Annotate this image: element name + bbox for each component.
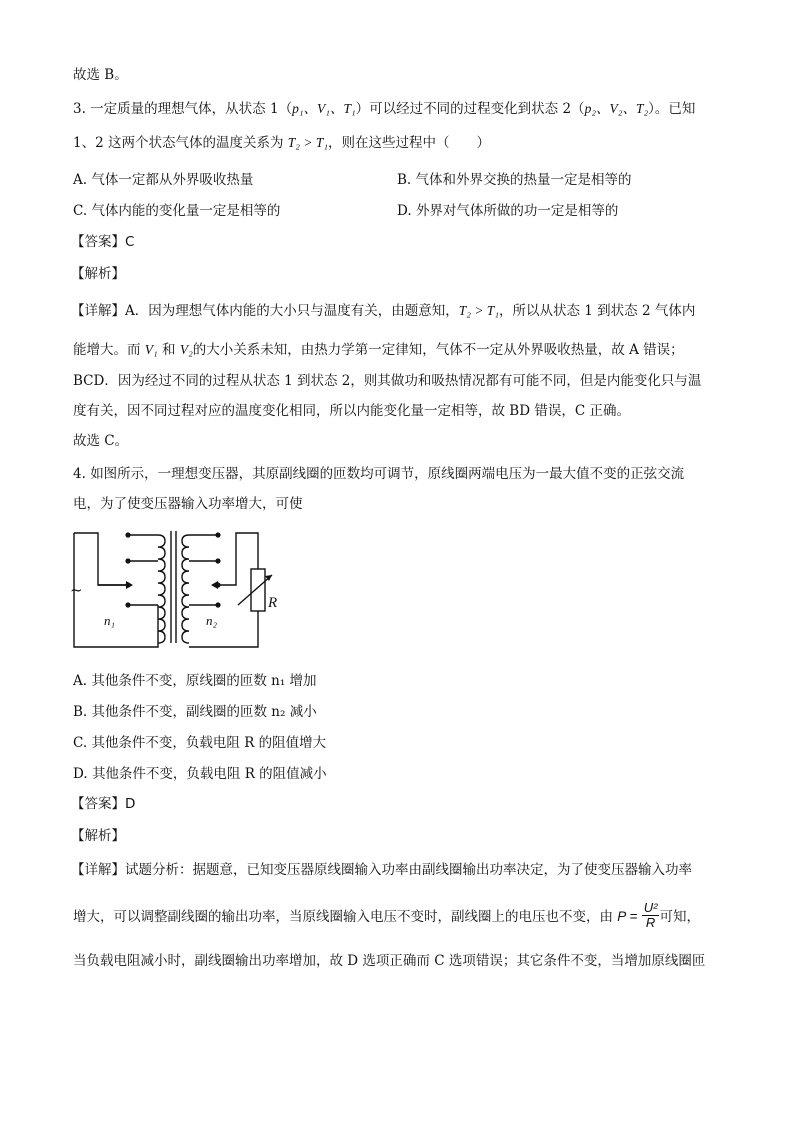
option-label: B. bbox=[397, 172, 412, 188]
transformer-circuit-diagram bbox=[68, 525, 288, 655]
q3-analysis-heading: 【解析】 bbox=[71, 266, 125, 282]
n1-label: n₁ bbox=[104, 613, 116, 628]
option-text: 外界对气体所做的功一定是相等的 bbox=[415, 203, 619, 219]
detail-tag: 【详解】 bbox=[71, 303, 125, 319]
answer-tag: 【答案】 bbox=[71, 796, 125, 812]
secondary-coil bbox=[182, 535, 189, 643]
resistor-arrow bbox=[238, 575, 272, 605]
q3-stem-part: ，则在这些过程中（ ） bbox=[328, 135, 491, 151]
secondary-arrowhead bbox=[211, 581, 218, 589]
option-text: 气体和外界交换的热量一定是相等的 bbox=[415, 172, 632, 188]
q4-number: 4. bbox=[73, 466, 86, 482]
q3-stem-part: ）可以经过不同的过程变化到状态 2（ bbox=[355, 101, 585, 117]
option-label: C. bbox=[73, 203, 88, 219]
q3-state2-vars: p₂、V₂、T₂ bbox=[584, 101, 649, 116]
secondary-wire-top bbox=[218, 533, 258, 585]
detail-text: A．因为理想气体内能的大小只与温度有关，由题意知， bbox=[125, 303, 459, 319]
q4-option-b bbox=[73, 703, 317, 721]
primary-wire-top bbox=[74, 533, 126, 585]
q3-stem-part: 1、2 这两个状态气体的温度关系为 bbox=[73, 135, 288, 151]
detail-var: V₂ bbox=[179, 342, 193, 357]
option-text: 其他条件不变，副线圈的匝数 n₂ 减小 bbox=[91, 704, 317, 720]
primary-coil bbox=[158, 535, 165, 643]
power-formula-fraction bbox=[642, 901, 660, 930]
prev-conclusion: 故选 B。 bbox=[73, 67, 128, 83]
q3-detail-line3: BCD．因为经过不同的过程从状态 1 到状态 2，则其做功和吸热情况都有可能不同，但是内能变化只与温 bbox=[73, 373, 702, 389]
formula-denominator: R bbox=[645, 915, 656, 930]
option-text: 气体内能的变化量一定是相等的 bbox=[91, 203, 281, 219]
option-label: B. bbox=[73, 704, 88, 720]
q3-stem-line1 bbox=[73, 100, 695, 118]
detail-var: V₁ bbox=[144, 342, 158, 357]
r-label: R bbox=[268, 595, 278, 611]
q3-detail-line1 bbox=[71, 302, 695, 320]
q4-detail-line2 bbox=[73, 900, 700, 932]
option-label: C. bbox=[73, 735, 88, 751]
q3-detail-line4: 度有关，因不同过程对应的温度变化相同，所以内能变化量一定相等，故 BD 错误，C 正确。 bbox=[73, 403, 630, 419]
q3-answer bbox=[71, 233, 134, 251]
q4-option-c bbox=[73, 734, 326, 752]
option-label: D. bbox=[73, 766, 88, 782]
q3-detail-line2 bbox=[73, 341, 684, 359]
q3-option-b bbox=[397, 171, 632, 189]
resistor-body bbox=[251, 569, 265, 611]
q4-stem-line2: 电，为了使变压器输入功率增大，可使 bbox=[73, 496, 303, 512]
detail-relation: T₂ > T₁ bbox=[458, 303, 500, 318]
q3-state1-vars: p₁、V₁、T₁ bbox=[292, 101, 356, 116]
q4-analysis-heading: 【解析】 bbox=[71, 828, 125, 844]
q3-conclusion: 故选 C。 bbox=[73, 433, 129, 449]
detail-tag: 【详解】 bbox=[71, 862, 125, 878]
q3-number: 3. bbox=[73, 101, 86, 117]
q4-answer bbox=[71, 795, 135, 813]
option-text: 其他条件不变，原线圈的匝数 n₁ 增加 bbox=[91, 673, 317, 689]
power-formula-lhs: P = bbox=[617, 909, 638, 924]
answer-value: D bbox=[125, 796, 136, 812]
ac-source-symbol: ~ bbox=[70, 581, 83, 599]
detail-text: 增大，可以调整副线圈的输出功率，当原线圈输入电压不变时，副线圈上的电压也不变，由 bbox=[73, 909, 618, 925]
option-label: A. bbox=[73, 673, 88, 689]
detail-text: 可知， bbox=[659, 909, 700, 925]
q3-option-a bbox=[73, 171, 253, 189]
option-text: 气体一定都从外界吸收热量 bbox=[91, 172, 254, 188]
primary-arrowhead bbox=[126, 581, 133, 589]
detail-text: 试题分析：据题意，已知变压器原线圈输入功率由副线圈输出功率决定，为了使变压器输入功率 bbox=[125, 862, 692, 878]
n2-label: n₂ bbox=[206, 613, 218, 628]
q4-option-a bbox=[73, 672, 317, 690]
q4-detail-line3: 当负载电阻减小时，副线圈输出功率增加，故 D 选项正确而 C 选项错误；其它条件不变，当增加原线圈匝 bbox=[73, 953, 706, 969]
option-text: 其他条件不变，负载电阻 R 的阻值增大 bbox=[91, 735, 327, 751]
q4-stem-text: 如图所示，一理想变压器，其原副线圈的匝数均可调节，原线圈两端电压为一最大值不变的正弦交流 bbox=[90, 466, 685, 482]
answer-tag: 【答案】 bbox=[71, 234, 125, 250]
q4-stem-line1 bbox=[73, 465, 684, 483]
q3-option-d bbox=[397, 202, 618, 220]
secondary-wire-bottom bbox=[189, 611, 258, 647]
option-text: 其他条件不变，负载电阻 R 的阻值减小 bbox=[91, 766, 327, 782]
primary-wire-bottom bbox=[74, 533, 158, 647]
detail-text: 能增大。而 bbox=[73, 342, 145, 358]
q3-stem-part: 一定质量的理想气体，从状态 1（ bbox=[90, 101, 293, 117]
q3-stem-line2 bbox=[73, 134, 490, 152]
detail-text: 和 bbox=[157, 342, 180, 358]
detail-text: ，所以从状态 1 到状态 2 气体内 bbox=[499, 303, 696, 319]
option-label: D. bbox=[397, 203, 412, 219]
q3-stem-part: ）。已知 bbox=[648, 101, 696, 117]
q4-option-d bbox=[73, 765, 327, 783]
formula-numerator: U² bbox=[643, 900, 658, 915]
q4-detail-line1 bbox=[71, 861, 692, 879]
option-label: A. bbox=[73, 172, 88, 188]
detail-text: 的大小关系未知，由热力学第一定律知，气体不一定从外界吸收热量，故 A 错误； bbox=[192, 342, 684, 358]
q3-temperature-relation: T₂ > T₁ bbox=[287, 135, 329, 150]
answer-value: C bbox=[125, 234, 135, 250]
q3-option-c bbox=[73, 202, 280, 220]
